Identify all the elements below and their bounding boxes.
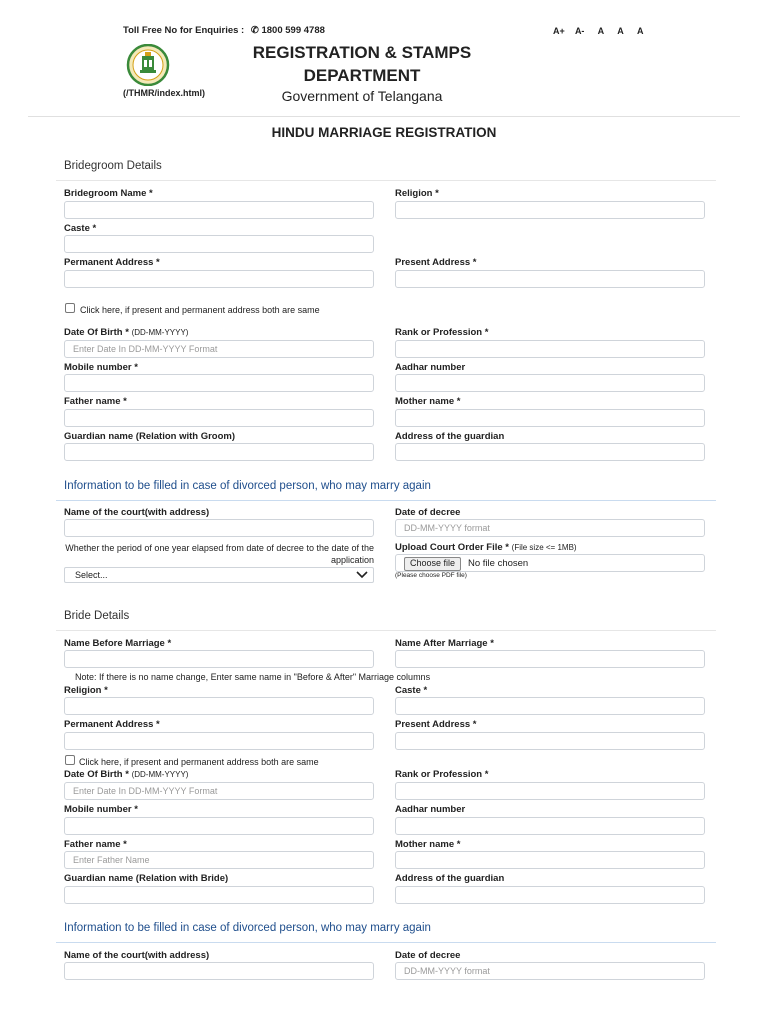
groom-decree-label: Date of decree xyxy=(395,507,461,518)
groom-divorce-info-title: Information to be filled in case of divorced person, who may marry again xyxy=(64,480,431,492)
page-heading: HINDU MARRIAGE REGISTRATION xyxy=(271,125,497,140)
groom-same-address-checkbox[interactable] xyxy=(65,303,75,313)
groom-section-title: Bridegroom Details xyxy=(64,160,162,172)
bride-religion-input[interactable] xyxy=(64,697,374,715)
groom-present-address-input[interactable] xyxy=(395,270,705,288)
bride-court-input[interactable] xyxy=(64,962,374,980)
groom-religion-input[interactable] xyxy=(395,201,705,219)
bride-guardian-label: Guardian name (Relation with Bride) xyxy=(64,873,229,884)
bride-caste-label: Caste * xyxy=(395,685,428,696)
telangana-emblem-icon xyxy=(122,44,174,86)
bride-same-address-label: Click here, if present and permanent address both are same xyxy=(79,757,319,767)
bride-name-note: Note: If there is no name change, Enter same name in "Before & After" Marriage columns xyxy=(75,672,431,682)
groom-name-label: Bridegroom Name * xyxy=(64,188,153,199)
groom-period-label: Whether the period of one year elapsed from date of decree to the date of the application xyxy=(65,543,374,565)
groom-dob-label xyxy=(64,327,188,338)
bride-aadhar-label: Aadhar number xyxy=(395,804,466,815)
groom-court-label: Name of the court(with address) xyxy=(64,507,210,518)
bride-dob-label xyxy=(64,769,188,780)
groom-caste-label: Caste * xyxy=(64,223,97,234)
groom-name-input[interactable] xyxy=(64,201,374,219)
bride-section-divider xyxy=(56,630,716,631)
bride-perm-address-label: Permanent Address * xyxy=(64,719,160,730)
groom-dob-format: (DD-MM-YYYY) xyxy=(131,328,189,337)
bride-divorce-info-title: Information to be filled in case of divorced person, who may marry again xyxy=(64,922,431,934)
bride-mobile-label: Mobile number * xyxy=(64,804,138,815)
groom-mother-input[interactable] xyxy=(395,409,705,427)
bride-guardian-input[interactable] xyxy=(64,886,374,904)
bride-mother-label: Mother name * xyxy=(395,839,461,850)
groom-present-address-label: Present Address * xyxy=(395,257,477,268)
tollfree-label: Toll Free No for Enquiries : xyxy=(123,25,245,36)
groom-religion-label: Religion * xyxy=(395,188,439,199)
bride-caste-input[interactable] xyxy=(395,697,705,715)
groom-rank-label: Rank or Profession * xyxy=(395,327,489,338)
bride-religion-label: Religion * xyxy=(64,685,108,696)
bride-father-input[interactable]: Enter Father Name xyxy=(64,851,374,869)
groom-divorce-divider xyxy=(56,500,716,501)
government-subtitle: Government of Telangana xyxy=(281,88,443,104)
bride-decree-input[interactable]: DD-MM-YYYY format xyxy=(395,962,705,980)
groom-father-label: Father name * xyxy=(64,396,127,407)
groom-section-divider xyxy=(56,180,716,181)
bride-rank-label: Rank or Profession * xyxy=(395,769,489,780)
bride-name-before-label: Name Before Marriage * xyxy=(64,638,172,649)
font-normal-button[interactable]: A xyxy=(597,26,605,36)
bride-mother-input[interactable] xyxy=(395,851,705,869)
no-file-text: No file chosen xyxy=(468,558,529,569)
groom-pdf-note: (Please choose PDF file) xyxy=(395,572,467,579)
groom-guardian-address-input[interactable] xyxy=(395,443,705,461)
groom-guardian-label: Guardian name (Relation with Groom) xyxy=(64,431,236,442)
bride-name-after-label: Name After Marriage * xyxy=(395,638,494,649)
groom-same-address-label: Click here, if present and permanent address both are same xyxy=(80,305,320,315)
chevron-down-icon xyxy=(355,569,369,581)
groom-upload-size: (File size <= 1MB) xyxy=(511,543,577,552)
groom-caste-input[interactable] xyxy=(64,235,374,253)
header-divider xyxy=(28,116,740,117)
logo-link[interactable] xyxy=(122,44,174,86)
bride-present-address-label: Present Address * xyxy=(395,719,477,730)
font-increase-button[interactable]: A+ xyxy=(553,26,565,36)
bride-same-address-checkbox[interactable] xyxy=(65,755,75,765)
font-alt-button[interactable]: A xyxy=(636,26,644,36)
groom-mobile-label: Mobile number * xyxy=(64,362,138,373)
tollfree-number: 1800 599 4788 xyxy=(261,25,325,36)
bride-present-address-input[interactable] xyxy=(395,732,705,750)
bride-guardian-address-label: Address of the guardian xyxy=(395,873,505,884)
groom-upload-label-text: Upload Court Order File * xyxy=(395,542,510,553)
font-size-controls xyxy=(553,26,643,36)
groom-mobile-input[interactable] xyxy=(64,374,374,392)
groom-rank-input[interactable] xyxy=(395,340,705,358)
bride-mobile-input[interactable] xyxy=(64,817,374,835)
groom-decree-input[interactable]: DD-MM-YYYY format xyxy=(395,519,705,537)
logo-link-text[interactable]: (/THMR/index.html) xyxy=(123,88,205,98)
bride-court-label: Name of the court(with address) xyxy=(64,950,210,961)
phone-icon: ✆ xyxy=(250,25,259,36)
bride-dob-label-text: Date Of Birth * xyxy=(64,769,129,780)
bride-divorce-divider xyxy=(56,942,716,943)
groom-period-select-value: Select... xyxy=(75,570,108,580)
font-contrast-button[interactable]: A xyxy=(617,26,624,36)
bride-dob-input[interactable]: Enter Date In DD-MM-YYYY Format xyxy=(64,782,374,800)
groom-aadhar-label: Aadhar number xyxy=(395,362,466,373)
bride-decree-label: Date of decree xyxy=(395,950,461,961)
bride-father-label: Father name * xyxy=(64,839,127,850)
groom-perm-address-label: Permanent Address * xyxy=(64,257,160,268)
groom-mother-label: Mother name * xyxy=(395,396,461,407)
groom-aadhar-input[interactable] xyxy=(395,374,705,392)
groom-upload-label xyxy=(395,542,577,553)
font-decrease-button[interactable]: A- xyxy=(574,26,585,36)
bride-guardian-address-input[interactable] xyxy=(395,886,705,904)
groom-guardian-address-label: Address of the guardian xyxy=(395,431,505,442)
bride-rank-input[interactable] xyxy=(395,782,705,800)
groom-guardian-input[interactable] xyxy=(64,443,374,461)
groom-period-select[interactable] xyxy=(64,567,374,583)
bride-name-after-input[interactable] xyxy=(395,650,705,668)
groom-perm-address-input[interactable] xyxy=(64,270,374,288)
groom-father-input[interactable] xyxy=(64,409,374,427)
groom-upload-field[interactable] xyxy=(395,554,705,572)
tollfree-bar xyxy=(123,25,325,36)
groom-court-input[interactable] xyxy=(64,519,374,537)
choose-file-button[interactable]: Choose file xyxy=(404,557,461,571)
bride-section-title: Bride Details xyxy=(64,610,130,622)
department-title-line1: REGISTRATION & STAMPS xyxy=(252,43,472,62)
groom-dob-input[interactable]: Enter Date In DD-MM-YYYY Format xyxy=(64,340,374,358)
bride-aadhar-input[interactable] xyxy=(395,817,705,835)
department-title-line2: DEPARTMENT xyxy=(303,66,421,85)
bride-name-before-input[interactable] xyxy=(64,650,374,668)
bride-perm-address-input[interactable] xyxy=(64,732,374,750)
groom-dob-label-text: Date Of Birth * xyxy=(64,327,129,338)
bride-dob-format: (DD-MM-YYYY) xyxy=(131,770,189,779)
